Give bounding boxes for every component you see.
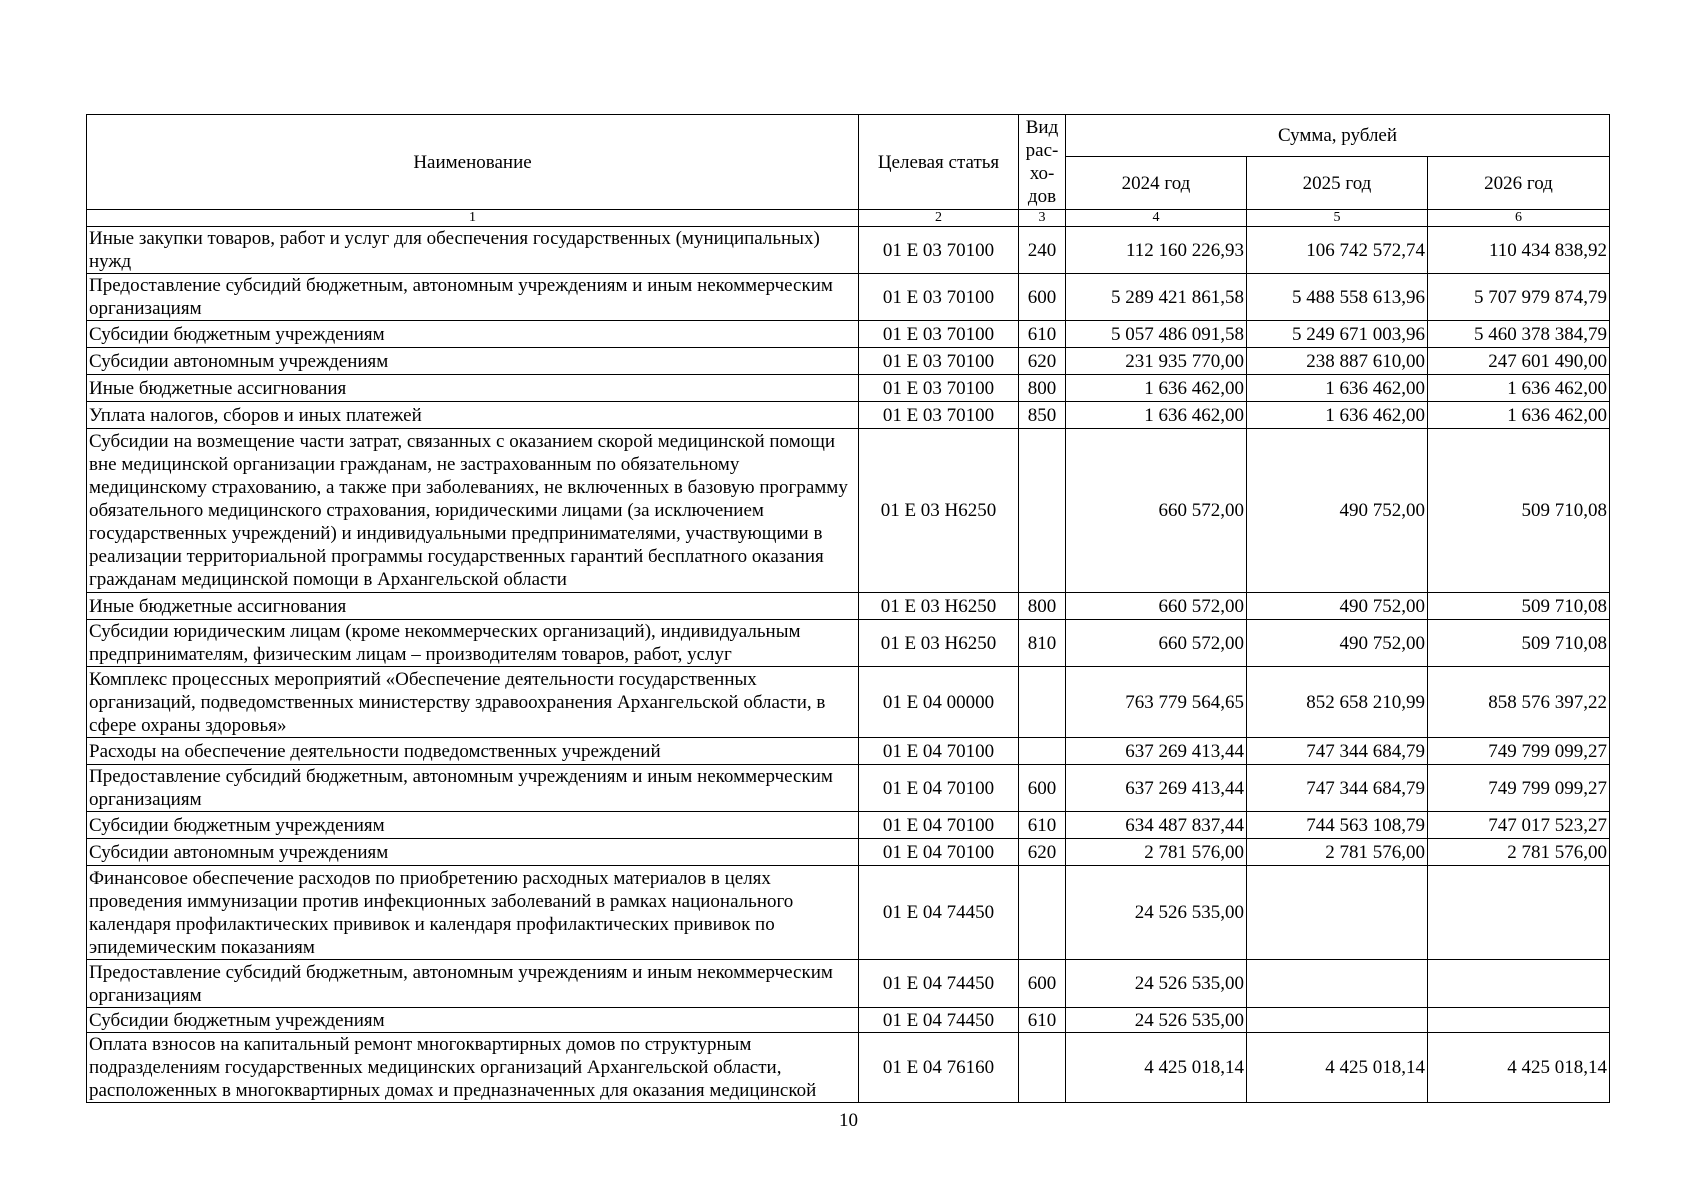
row-target-article: 01 Е 04 70100: [859, 738, 1019, 765]
row-expense-type: [1019, 429, 1066, 593]
row-amount-2024: 1 636 462,00: [1066, 402, 1247, 429]
table-row: [87, 348, 1610, 375]
row-amount-2024: 763 779 564,65: [1066, 667, 1247, 738]
row-expense-type: 610: [1019, 812, 1066, 839]
row-amount-2024: 634 487 837,44: [1066, 812, 1247, 839]
row-amount-2026: 2 781 576,00: [1428, 839, 1610, 866]
row-name: Субсидии бюджетным учреждениям: [87, 1008, 859, 1033]
row-amount-2026: 5 707 979 874,79: [1428, 274, 1610, 321]
row-name: Субсидии на возмещение части затрат, связанных с оказанием скорой медицинской помощи вне медицинской организации гражданам, не застрахованным по обязательному медицинскому страхованию, а также при заболеваниях, не включенных в базовую программу обязательного медицинского страхования, юридическими лицами (за исключением государственных учреждений) и индивидуальными предпринимателями, участвующими в реализации территориальной программы государственных гарантий бесплатного оказания гражданам медицинской помощи в Архангельской области: [87, 429, 859, 593]
budget-table: [86, 114, 1610, 1103]
row-expense-type: 600: [1019, 765, 1066, 812]
row-target-article: 01 Е 03 70100: [859, 402, 1019, 429]
row-name: Иные бюджетные ассигнования: [87, 375, 859, 402]
row-target-article: 01 Е 03 70100: [859, 321, 1019, 348]
row-amount-2024: 5 289 421 861,58: [1066, 274, 1247, 321]
row-amount-2024: 231 935 770,00: [1066, 348, 1247, 375]
table-row: [87, 765, 1610, 812]
row-amount-2025: 747 344 684,79: [1247, 765, 1428, 812]
row-amount-2024: 660 572,00: [1066, 593, 1247, 620]
col-number: 4: [1066, 210, 1247, 227]
row-name: Субсидии юридическим лицам (кроме некоммерческих организаций), индивидуальным предпринимателям, физическим лицам – производителям товаров, работ, услуг: [87, 620, 859, 667]
row-name: Субсидии бюджетным учреждениям: [87, 812, 859, 839]
row-amount-2026: 5 460 378 384,79: [1428, 321, 1610, 348]
row-target-article: 01 Е 04 70100: [859, 839, 1019, 866]
row-target-article: 01 Е 03 70100: [859, 375, 1019, 402]
table-row: [87, 812, 1610, 839]
row-amount-2024: 637 269 413,44: [1066, 765, 1247, 812]
table-row: [87, 375, 1610, 402]
table-row: [87, 620, 1610, 667]
row-amount-2024: 1 636 462,00: [1066, 375, 1247, 402]
page-number: 10: [839, 1110, 858, 1131]
row-target-article: 01 Е 03 70100: [859, 227, 1019, 274]
row-name: Иные бюджетные ассигнования: [87, 593, 859, 620]
row-target-article: 01 Е 04 00000: [859, 667, 1019, 738]
row-target-article: 01 Е 04 74450: [859, 1008, 1019, 1033]
row-name: Субсидии автономным учреждениям: [87, 348, 859, 375]
table-row: [87, 429, 1610, 593]
row-amount-2025: 490 752,00: [1247, 429, 1428, 593]
row-amount-2026: 1 636 462,00: [1428, 375, 1610, 402]
row-name: Комплекс процессных мероприятий «Обеспечение деятельности государственных организаций, подведомственных министерству здравоохранения Архангельской области, в сфере охраны здоровья»: [87, 667, 859, 738]
row-amount-2025: 490 752,00: [1247, 620, 1428, 667]
header-year-2024: 2024 год: [1066, 157, 1247, 210]
row-name: Субсидии бюджетным учреждениям: [87, 321, 859, 348]
table-row: [87, 738, 1610, 765]
row-target-article: 01 Е 03 Н6250: [859, 429, 1019, 593]
row-amount-2025: 4 425 018,14: [1247, 1033, 1428, 1103]
table-row: [87, 1008, 1610, 1033]
row-name: Субсидии автономным учреждениям: [87, 839, 859, 866]
header-expense-type: Вид рас-хо-дов: [1019, 115, 1066, 210]
row-amount-2026: [1428, 1008, 1610, 1033]
table-row: [87, 960, 1610, 1008]
row-amount-2025: 852 658 210,99: [1247, 667, 1428, 738]
row-amount-2025: 2 781 576,00: [1247, 839, 1428, 866]
row-amount-2024: 5 057 486 091,58: [1066, 321, 1247, 348]
row-target-article: 01 Е 04 70100: [859, 812, 1019, 839]
row-expense-type: 850: [1019, 402, 1066, 429]
row-amount-2025: 490 752,00: [1247, 593, 1428, 620]
row-amount-2025: 106 742 572,74: [1247, 227, 1428, 274]
col-number: 5: [1247, 210, 1428, 227]
row-amount-2025: [1247, 866, 1428, 960]
row-amount-2026: 1 636 462,00: [1428, 402, 1610, 429]
row-expense-type: [1019, 866, 1066, 960]
row-amount-2026: [1428, 866, 1610, 960]
row-expense-type: [1019, 1033, 1066, 1103]
row-expense-type: 240: [1019, 227, 1066, 274]
row-amount-2026: 509 710,08: [1428, 620, 1610, 667]
row-amount-2026: 749 799 099,27: [1428, 765, 1610, 812]
header-target-article: Целевая статья: [859, 115, 1019, 210]
row-name: Иные закупки товаров, работ и услуг для обеспечения государственных (муниципальных) нужд: [87, 227, 859, 274]
header-year-2025: 2025 год: [1247, 157, 1428, 210]
row-name: Уплата налогов, сборов и иных платежей: [87, 402, 859, 429]
row-amount-2024: 112 160 226,93: [1066, 227, 1247, 274]
table-row: [87, 402, 1610, 429]
row-expense-type: 600: [1019, 274, 1066, 321]
header-name: Наименование: [87, 115, 859, 210]
row-amount-2024: 24 526 535,00: [1066, 1008, 1247, 1033]
row-name: Оплата взносов на капитальный ремонт многоквартирных домов по структурным подразделениям государственных медицинских организаций Архангельской области, расположенных в многоквартирных домах и предназначенных для оказания медицинской: [87, 1033, 859, 1103]
row-amount-2024: 660 572,00: [1066, 429, 1247, 593]
header-sum: Сумма, рублей: [1066, 115, 1610, 157]
row-expense-type: 800: [1019, 375, 1066, 402]
row-amount-2025: 5 488 558 613,96: [1247, 274, 1428, 321]
row-amount-2026: 747 017 523,27: [1428, 812, 1610, 839]
row-amount-2026: 509 710,08: [1428, 429, 1610, 593]
row-expense-type: 610: [1019, 1008, 1066, 1033]
row-amount-2026: 509 710,08: [1428, 593, 1610, 620]
row-target-article: 01 Е 04 70100: [859, 765, 1019, 812]
row-name: Предоставление субсидий бюджетным, автономным учреждениям и иным некоммерческим организациям: [87, 274, 859, 321]
row-expense-type: 620: [1019, 839, 1066, 866]
table-row: [87, 274, 1610, 321]
row-target-article: 01 Е 03 Н6250: [859, 620, 1019, 667]
row-amount-2024: 4 425 018,14: [1066, 1033, 1247, 1103]
row-expense-type: [1019, 738, 1066, 765]
col-number: 2: [859, 210, 1019, 227]
row-amount-2026: 110 434 838,92: [1428, 227, 1610, 274]
row-expense-type: 800: [1019, 593, 1066, 620]
row-name: Предоставление субсидий бюджетным, автономным учреждениям и иным некоммерческим организациям: [87, 765, 859, 812]
table-row: [87, 321, 1610, 348]
table-row: [87, 839, 1610, 866]
row-amount-2026: 858 576 397,22: [1428, 667, 1610, 738]
row-amount-2024: 2 781 576,00: [1066, 839, 1247, 866]
row-expense-type: 610: [1019, 321, 1066, 348]
row-amount-2026: 4 425 018,14: [1428, 1033, 1610, 1103]
row-expense-type: [1019, 667, 1066, 738]
row-target-article: 01 Е 04 74450: [859, 960, 1019, 1008]
col-number: 6: [1428, 210, 1610, 227]
row-target-article: 01 Е 03 70100: [859, 348, 1019, 375]
col-number: 3: [1019, 210, 1066, 227]
row-amount-2024: 24 526 535,00: [1066, 866, 1247, 960]
row-amount-2026: [1428, 960, 1610, 1008]
row-amount-2025: 1 636 462,00: [1247, 402, 1428, 429]
row-amount-2025: 744 563 108,79: [1247, 812, 1428, 839]
row-name: Расходы на обеспечение деятельности подведомственных учреждений: [87, 738, 859, 765]
row-amount-2026: 749 799 099,27: [1428, 738, 1610, 765]
row-target-article: 01 Е 04 74450: [859, 866, 1019, 960]
row-name: Предоставление субсидий бюджетным, автономным учреждениям и иным некоммерческим организациям: [87, 960, 859, 1008]
row-amount-2025: 5 249 671 003,96: [1247, 321, 1428, 348]
row-target-article: 01 Е 04 76160: [859, 1033, 1019, 1103]
row-target-article: 01 Е 03 70100: [859, 274, 1019, 321]
header-year-2026: 2026 год: [1428, 157, 1610, 210]
row-name: Финансовое обеспечение расходов по приобретению расходных материалов в целях проведения иммунизации против инфекционных заболеваний в рамках национального календаря профилактических прививок и календаря профилактических прививок по эпидемическим показаниям: [87, 866, 859, 960]
row-expense-type: 810: [1019, 620, 1066, 667]
table-row: [87, 866, 1610, 960]
row-expense-type: 620: [1019, 348, 1066, 375]
table-row: [87, 1033, 1610, 1103]
row-amount-2025: 747 344 684,79: [1247, 738, 1428, 765]
row-amount-2024: 637 269 413,44: [1066, 738, 1247, 765]
table-row: [87, 667, 1610, 738]
row-amount-2025: 238 887 610,00: [1247, 348, 1428, 375]
col-number: 1: [87, 210, 859, 227]
table-row: [87, 593, 1610, 620]
row-amount-2025: 1 636 462,00: [1247, 375, 1428, 402]
table-row: [87, 227, 1610, 274]
row-amount-2026: 247 601 490,00: [1428, 348, 1610, 375]
row-expense-type: 600: [1019, 960, 1066, 1008]
row-amount-2024: 660 572,00: [1066, 620, 1247, 667]
row-amount-2024: 24 526 535,00: [1066, 960, 1247, 1008]
row-target-article: 01 Е 03 Н6250: [859, 593, 1019, 620]
row-amount-2025: [1247, 960, 1428, 1008]
row-amount-2025: [1247, 1008, 1428, 1033]
